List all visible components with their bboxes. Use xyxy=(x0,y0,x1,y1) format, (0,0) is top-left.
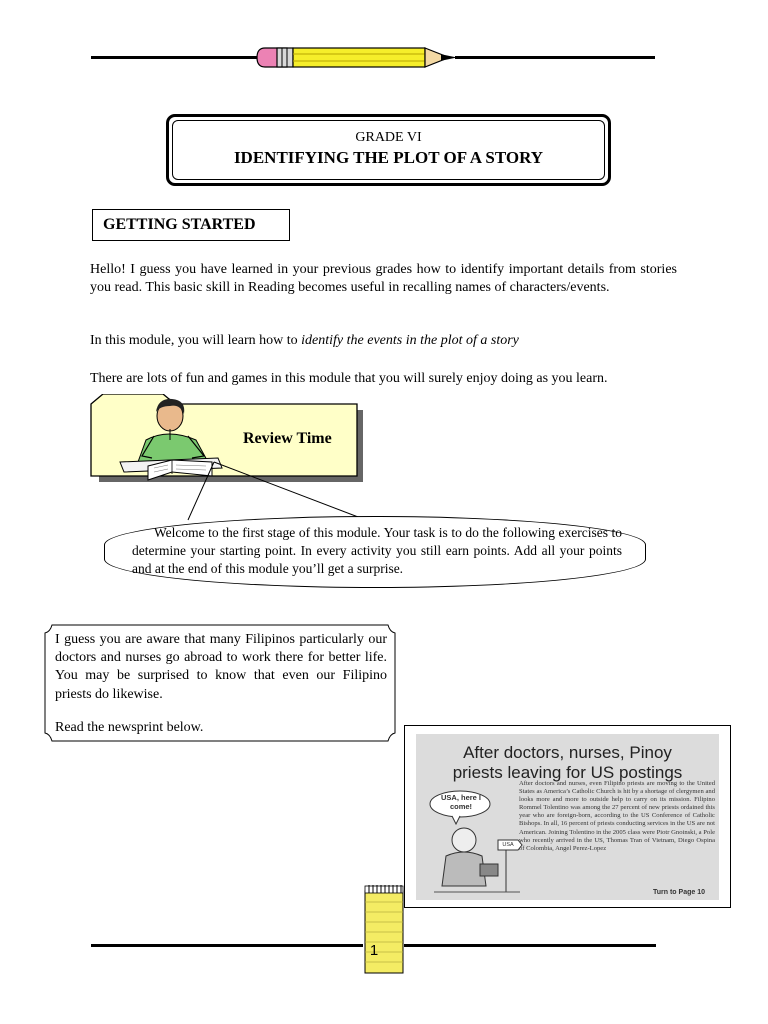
scroll-text: I guess you are aware that many Filipinos particularly our doctors and nurses go abroad to work there for better life. You may be surprised to know that even our Filipino priests do likewise. xyxy=(55,632,387,702)
notepad-icon xyxy=(361,884,407,976)
header-rule-right xyxy=(455,56,655,59)
scroll-box xyxy=(44,624,396,740)
newsprint-clipping xyxy=(416,734,719,900)
section-heading: GETTING STARTED xyxy=(103,216,256,233)
footer-rule-left xyxy=(91,944,363,947)
title-box xyxy=(166,114,611,186)
newsprint-sign: USA xyxy=(502,842,514,848)
header-rule-left xyxy=(91,56,259,59)
newsprint-turn: Turn to Page 10 xyxy=(653,889,705,896)
newsprint-photo xyxy=(404,725,731,908)
section-heading-box xyxy=(92,209,290,241)
scroll-instruction: Read the newsprint below. xyxy=(55,720,204,735)
newsprint-headline-2: priests leaving for US postings xyxy=(452,763,683,782)
newsprint-body: After doctors and nurses, even Filipino priests are moving to the United States as America’s Catholic Church is hit by a shortage of clergymen and looks more and more to outside help to carry on its mission. Filipino Rommel Tolentino was among the 27 percent of new priests ordained this year who are foreign-born, according to the US Conference of Catholic Bishops. In all, 16 percent of priests conducting services in the US are not American. Joining Tolentino in the 2005 class were Piotr Gnoinski, a Pole who recently arrived in the US, Thomas Tran of Vietnam, Diego Ospina of Colombia, Angel Perez-Lopez xyxy=(519,780,715,852)
newsprint-headline-1: After doctors, nurses, Pinoy xyxy=(463,743,672,762)
intro-paragraph-2 xyxy=(90,332,677,350)
speech-bubble-tail xyxy=(180,460,370,522)
grade-label: GRADE VI xyxy=(355,130,422,145)
page-title: IDENTIFYING THE PLOT OF A STORY xyxy=(233,148,544,167)
intro-paragraph-3: There are lots of fun and games in this module that you will surely enjoy doing as you learn. xyxy=(90,371,608,386)
review-time-label: Review Time xyxy=(243,430,332,447)
footer-rule-right xyxy=(404,944,656,947)
page-number: 1 xyxy=(369,942,379,959)
intro-paragraph-2-emphasis: identify the events in the plot of a story xyxy=(301,333,519,348)
intro-paragraph-1: Hello! I guess you have learned in your previous grades how to identify important details from stories you read. This basic skill in Reading becomes useful in recalling names of characters/events. xyxy=(90,262,677,295)
pencil-icon xyxy=(255,44,461,71)
intro-paragraph-2-text: In this module, you will learn how to xyxy=(90,333,302,348)
speech-bubble-text: Welcome to the first stage of this module. Your task is to do the following exercises to determine your starting point. In every activity you still earn points. Add all your points and at the end of this module you’ll get a surprise. xyxy=(132,525,622,576)
newsprint-bubble: USA, here I come! xyxy=(440,793,481,811)
speech-bubble xyxy=(104,516,646,588)
